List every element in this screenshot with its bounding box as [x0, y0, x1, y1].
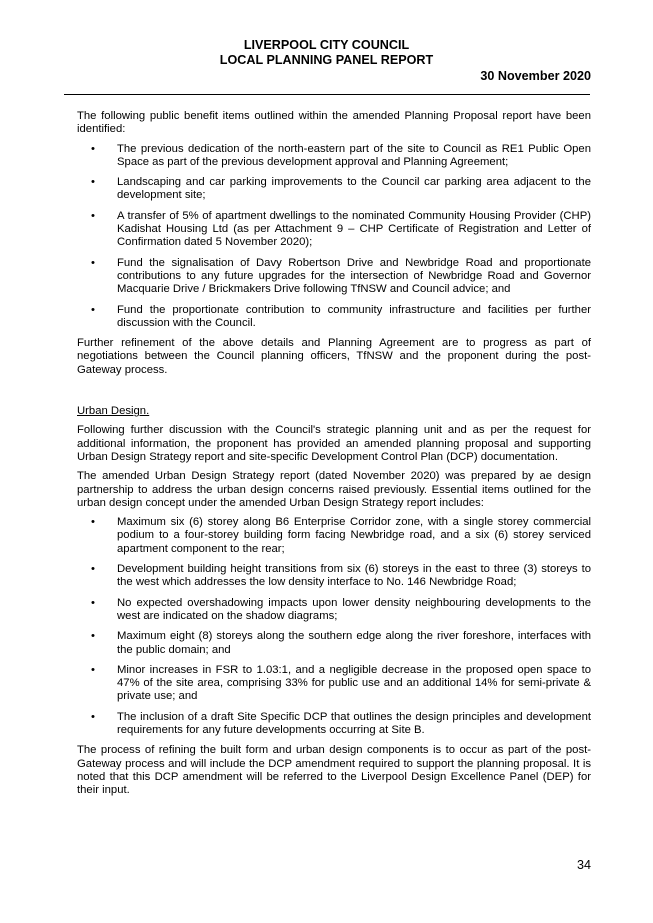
list-item [77, 597, 591, 624]
list-item-text: The inclusion of a draft Site Specific DCP that outlines the design principles and development requirements for any future developments occurring at Site B. [117, 710, 591, 736]
list-item-text: Landscaping and car parking improvements to the Council car parking area adjacent to the development site; [117, 176, 591, 202]
bullet-icon: • [91, 209, 95, 222]
bullet-icon: • [91, 516, 95, 529]
list-item [77, 711, 591, 738]
list-item-text: Maximum eight (8) storeys along the southern edge along the river foreshore, interfaces with the public domain; and [117, 630, 591, 656]
urban-paragraph-1: Following further discussion with the Council's strategic planning unit and as per the request for additional information, the proponent has provided an amended planning proposal and supporting Urban Design Strategy report and site-specific Development Control Plan (DCP) documentation. [77, 424, 591, 463]
list-item [77, 143, 591, 170]
list-item-text: The previous dedication of the north-eastern part of the site to Council as RE1 Public Open Space as part of the previous development approval and Planning Agreement; [117, 142, 591, 168]
header-date: 30 November 2020 [480, 69, 591, 83]
benefits-list [77, 143, 591, 331]
list-item-text: No expected overshadowing impacts upon lower density neighbouring developments to the west are indicated on the shadow diagrams; [117, 596, 591, 622]
list-item [77, 176, 591, 203]
refinement-paragraph: Further refinement of the above details and Planning Agreement are to progress as part of negotiations between the Council planning officers, TfNSW and the proponent during the post-Gateway process. [77, 337, 591, 376]
bullet-icon: • [91, 596, 95, 609]
report-body [77, 110, 591, 803]
bullet-icon: • [91, 563, 95, 576]
bullet-icon: • [91, 663, 95, 676]
intro-paragraph: The following public benefit items outlined within the amended Planning Proposal report have been identified: [77, 110, 591, 136]
list-item-text: Fund the signalisation of Davy Robertson Drive and Newbridge Road and proportionate contributions to any future upgrades for the intersection of Newbridge Road and Governor Macquarie Drive / Brickmakers Drive following TfNSW and Council advice; and [117, 256, 591, 296]
list-item [77, 630, 591, 657]
page-number: 34 [576, 858, 591, 872]
list-item [77, 516, 591, 556]
list-item-text: Minor increases in FSR to 1.03:1, and a negligible decrease in the proposed open space to 47% of the site area, comprising 33% for public use and an additional 14% for semi-private & private use; and [117, 663, 591, 703]
urban-paragraph-2: The amended Urban Design Strategy report (dated November 2020) was prepared by ae design partnership to address the urban design concerns raised previously. Essential items outlined for the urban design concept under the amended Urban Design Strategy report includes: [77, 470, 591, 509]
header-report-title: LOCAL PLANNING PANEL REPORT [219, 53, 434, 67]
bullet-icon: • [91, 630, 95, 643]
list-item-text: Maximum six (6) storey along B6 Enterprise Corridor zone, with a single storey commercial podium to a four-storey building form facing Newbridge road, and a six (6) storey serviced apartment component to the rear; [117, 516, 591, 555]
closing-paragraph: The process of refining the built form and urban design components is to occur as part of the post-Gateway process and will include the DCP amendment required to support the planning proposal. It is noted that this DCP amendment will be referred to the Liverpool Design Excellence Panel (DEP) for their input. [77, 744, 591, 797]
list-item [77, 664, 591, 704]
bullet-icon: • [91, 142, 95, 155]
list-item [77, 563, 591, 590]
bullet-icon: • [91, 710, 95, 723]
list-item [77, 304, 591, 331]
list-item-text: Development building height transitions from six (6) storeys in the east to three (3) storeys to the west which addresses the low density interface to No. 146 Newbridge Road; [117, 563, 591, 589]
list-item-text: A transfer of 5% of apartment dwellings to the nominated Community Housing Provider (CHP) Kadishat Housing Ltd (as per Attachment 9 – CHP Certificate of Registration and Letter of Confirmation dated 5 November 2020); [117, 209, 591, 249]
bullet-icon: • [91, 256, 95, 269]
list-item [77, 257, 591, 297]
header-council: LIVERPOOL CITY COUNCIL [243, 38, 410, 52]
section-heading-urban-design: Urban Design. [77, 405, 150, 418]
list-item-text: Fund the proportionate contribution to community infrastructure and facilities per further discussion with the Council. [117, 303, 591, 329]
bullet-icon: • [91, 176, 95, 189]
list-item [77, 210, 591, 250]
header-divider [64, 94, 590, 95]
urban-design-list [77, 516, 591, 737]
bullet-icon: • [91, 303, 95, 316]
